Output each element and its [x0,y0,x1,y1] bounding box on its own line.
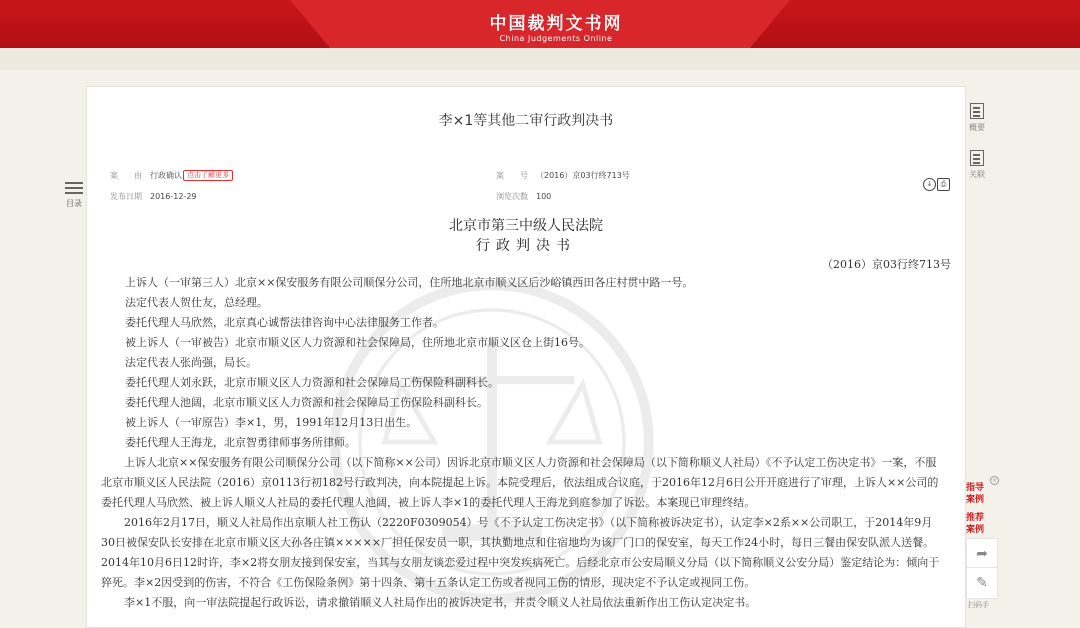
site-name-cn: 中国裁判文书网 [489,14,623,34]
list-icon [65,182,83,196]
site-logo[interactable] [471,14,641,44]
publish-meta [110,191,197,202]
document-icon [970,103,984,119]
related-button[interactable] [965,150,989,180]
case-number: （2016）京03行终713号 [822,258,951,271]
summary-label: 概要 [969,123,985,132]
download-icon[interactable]: ↓ [923,178,936,191]
case-no-label: 案 号 [496,171,528,180]
paragraph-text: 李×1不服，向一审法院提起行政诉讼，请求撤销顺义人社局作出的被诉决定书，并责令顺义人社局依法重新作出工伤认定决定书。 [124,596,757,609]
views-meta [496,191,551,202]
cause-value: 行政确认 [150,171,182,180]
party-line: 委托代理人刘永跃，北京市顺义区人力资源和社会保障局工伤保险科副科长。 [125,376,499,389]
cause-meta [110,170,233,181]
party-line: 上诉人（一审第三人）北京××保安服务有限公司顺保分公司，住所地北京市顺义区后沙峪镇西田各庄村贯中路一号。 [125,276,694,289]
case-no-meta [496,170,630,181]
court-name: 北京市第三中级人民法院 [449,218,603,234]
publish-value: 2016-12-29 [150,192,197,201]
party-line: 委托代理人王海龙，北京智勇律师事务所律师。 [125,436,356,449]
body-paragraph [101,593,946,613]
recommended-cases-link[interactable]: 推荐案例 [966,513,985,535]
share-icon[interactable]: ➦ [966,538,998,570]
site-header [0,0,1080,48]
document-body [101,273,946,613]
document-type: 行政判决书 [476,238,576,254]
views-label: 浏览次数 [496,192,528,201]
edit-icon[interactable]: ✎ [966,567,998,599]
toc-label: 目录 [66,199,82,208]
toc-button[interactable] [62,182,86,209]
related-docs-icon [970,150,984,166]
learn-more-link[interactable]: 点击了解更多 [183,170,233,181]
document-panel [86,86,966,628]
guide-cases-link[interactable]: 指导案例 [966,483,985,505]
summary-button[interactable] [965,103,989,133]
body-paragraph [101,453,946,513]
party-line: 委托代理人马欣然，北京真心诚帮法律咨询中心法律服务工作者。 [125,316,444,329]
header-strip [0,48,1080,70]
related-label: 关联 [969,170,985,179]
views-value: 100 [536,192,552,201]
party-line: 法定代表人贺仕友，总经理。 [125,296,268,309]
cause-label: 案 由 [110,171,142,180]
paragraph-text: 上诉人北京××保安服务有限公司顺保分公司（以下简称××公司）因诉北京市顺义区人力资源和社会保障局（以下简称顺义人社局）《不予认定工伤决定书》一案，不服北京市顺义区人民法院（2016）京0113行初182号行政判决，向本院提起上诉。本院受理后，依法组成合议庭，于2016年12月6日公开开庭进行了审理，上诉人××公司的委托代理人马欣然、被上诉人顺义人社局的委托代理人池阔，被上诉人李×1的委托代理人王海龙到庭参加了诉讼。本案现已审理终结。 [101,456,939,509]
paragraph-text: 2016年2月17日，顺义人社局作出京顺人社工伤认（2220F0309054）号《不予认定工伤决定书》（以下简称被诉决定书），认定李×2系××公司职工，于2014年9月30日被保安队长安排在北京市顺义区大孙各庄镇×××××厂担任保安员一职，其执勤地点和住宿地均为该厂门口的保安室，每天工作24小时，每日三餐由保安队派人送餐。2014年10月6日12时许，李×2将女朋友接到保安室，当其与女朋友谈恋爱过程中突发疾病死亡。后经北京市公安局顺义分局（以下简称顺义公安分局）鉴定结论为：倾向于猝死。李×2因受到的伤害，不符合《工伤保险条例》第十四条、第十五条认定工伤或者视同工伤的情形，现决定不予认定或视同工伤。 [101,516,940,589]
print-icon[interactable]: ⎙ [937,178,950,191]
close-icon[interactable]: × [991,477,998,484]
scan-label: 扫码手 [968,601,989,609]
document-title: 李×1等其他二审行政判决书 [438,113,614,129]
party-line: 委托代理人池阔，北京市顺义区人力资源和社会保障局工伤保险科副科长。 [125,396,488,409]
case-no-value: （2016）京03行终713号 [536,171,630,180]
body-paragraph [101,513,946,593]
party-line: 法定代表人张尚强，局长。 [125,356,257,369]
publish-label: 发布日期 [110,192,142,201]
party-line: 被上诉人（一审被告）北京市顺义区人力资源和社会保障局，住所地北京市顺义区仓上街16号。 [125,336,590,349]
site-name-en: China Judgements Online [499,34,613,43]
party-line: 被上诉人（一审原告）李×1，男，1991年12月13日出生。 [125,416,418,429]
